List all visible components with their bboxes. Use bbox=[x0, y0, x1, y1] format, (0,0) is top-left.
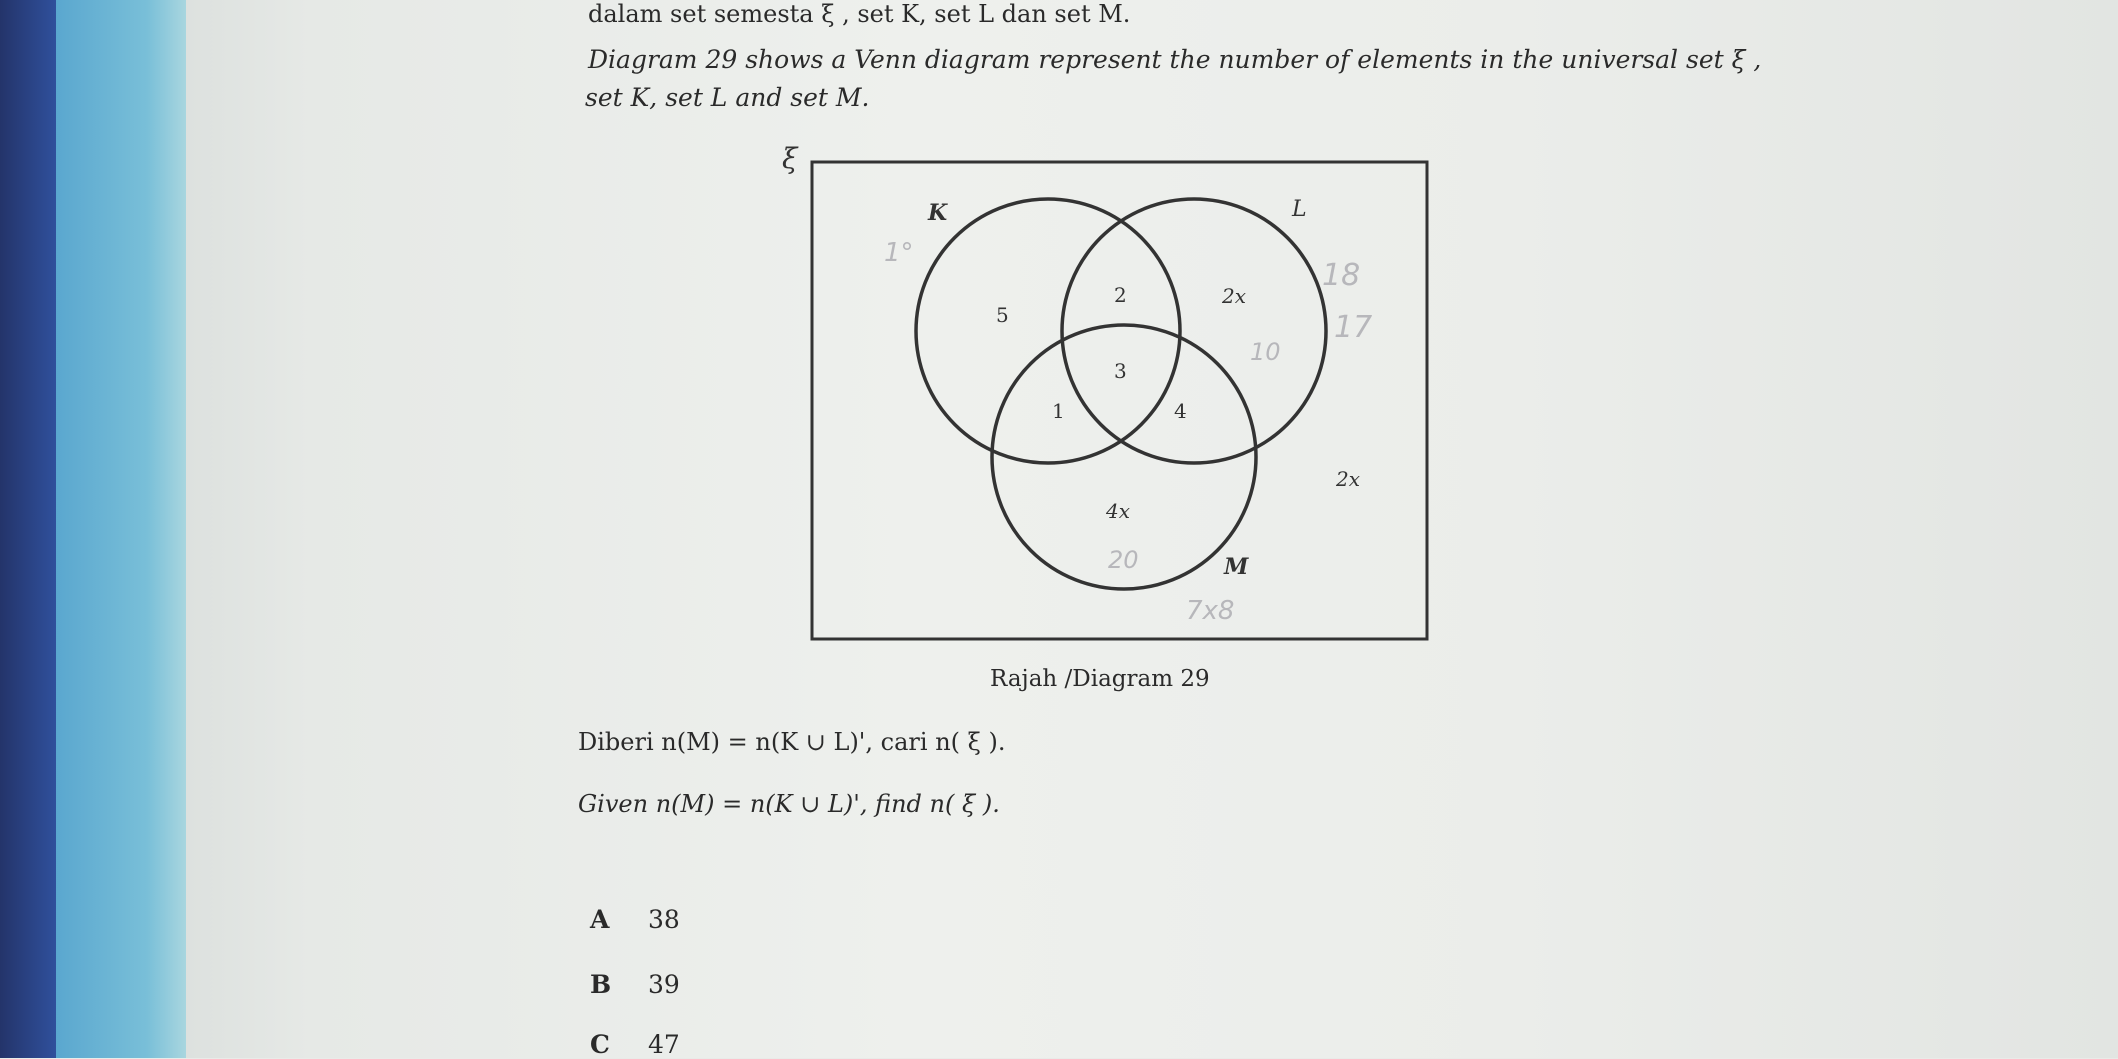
region-m-only: 4x bbox=[1106, 499, 1131, 523]
set-m-label: M bbox=[1224, 554, 1249, 580]
pencil-mark: 18 bbox=[1322, 258, 1361, 293]
option-letter: A bbox=[590, 905, 610, 934]
diagram-caption: Rajah /Diagram 29 bbox=[990, 666, 1210, 692]
option-value: 47 bbox=[648, 1030, 680, 1059]
option-b[interactable] bbox=[590, 970, 680, 999]
question-english: Given n(M) = n(K ∪ L)', find n( ξ ). bbox=[578, 790, 1000, 818]
set-k-label: K bbox=[928, 200, 948, 226]
region-l-and-m-only: 4 bbox=[1174, 399, 1187, 423]
pencil-mark: 10 bbox=[1250, 338, 1281, 366]
region-k-only: 5 bbox=[996, 303, 1009, 327]
option-letter: B bbox=[590, 970, 612, 999]
option-a[interactable] bbox=[590, 905, 680, 934]
intro-english-line-2: set K, set L and set M. bbox=[585, 83, 870, 112]
option-c[interactable] bbox=[590, 1030, 680, 1059]
pencil-mark: 20 bbox=[1108, 546, 1139, 574]
pencil-mark: 1° bbox=[884, 238, 914, 268]
option-letter: C bbox=[590, 1030, 610, 1059]
region-k-and-l-only: 2 bbox=[1114, 283, 1127, 307]
pencil-mark: 7x8 bbox=[1186, 596, 1235, 626]
question-malay: Diberi n(M) = n(K ∪ L)', cari n( ξ ). bbox=[578, 728, 1006, 756]
universal-symbol: ξ bbox=[782, 142, 798, 175]
region-l-only: 2x bbox=[1222, 284, 1247, 308]
intro-malay-line: dalam set semesta ξ , set K, set L dan set M. bbox=[588, 0, 1131, 28]
region-outside: 2x bbox=[1336, 467, 1361, 491]
region-k-l-m: 3 bbox=[1114, 359, 1127, 383]
set-k-circle bbox=[916, 199, 1180, 463]
pencil-mark: 17 bbox=[1334, 310, 1373, 345]
region-k-and-m-only: 1 bbox=[1052, 399, 1065, 423]
option-value: 38 bbox=[648, 905, 680, 934]
set-l-label: L bbox=[1292, 197, 1307, 222]
intro-english-line-1: Diagram 29 shows a Venn diagram represent the number of elements in the universal set ξ , bbox=[588, 45, 1762, 74]
set-l-circle bbox=[1062, 199, 1326, 463]
option-value: 39 bbox=[648, 970, 680, 999]
